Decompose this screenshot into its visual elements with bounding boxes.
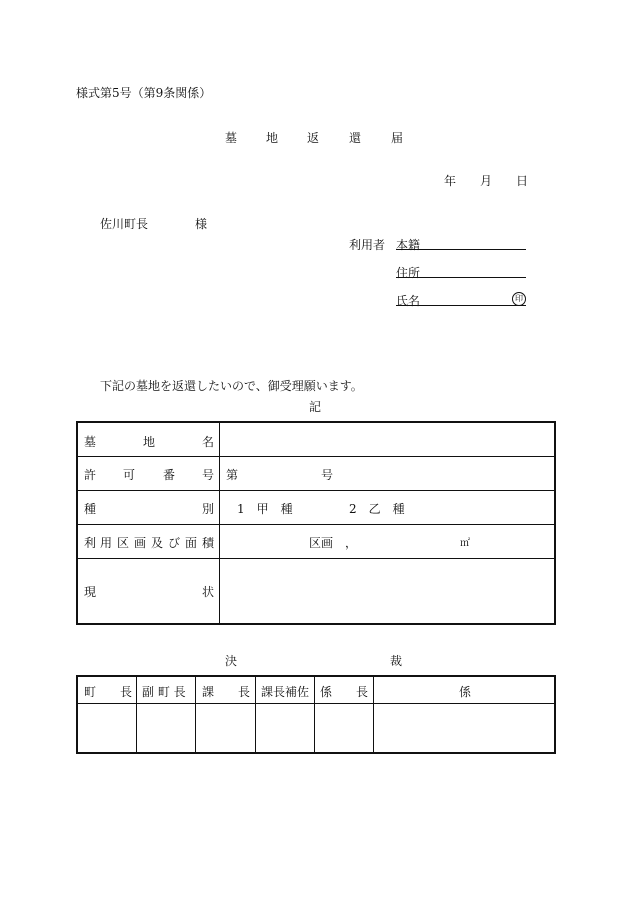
title-char: 還: [349, 131, 362, 145]
row-label-char: 面: [185, 536, 198, 550]
current-status-input[interactable]: [220, 558, 554, 623]
approval-header-section-chief: 課 長: [202, 685, 251, 699]
permit-number-input[interactable]: [240, 460, 318, 486]
row-label-char: 地: [143, 435, 156, 449]
row-label-char: 区: [117, 536, 130, 550]
row-label-char: 名: [202, 435, 215, 449]
type-option-a[interactable]: 1 甲 種: [237, 502, 293, 516]
row-label-char: 別: [202, 502, 215, 516]
address-label: 住所: [396, 266, 421, 280]
addressee-name: 佐川町長: [100, 217, 149, 231]
approval-stamp-staff[interactable]: [374, 704, 554, 752]
address-field[interactable]: [396, 277, 526, 278]
approval-heading-char: 裁: [390, 654, 403, 668]
row-label-char: 及: [151, 536, 164, 550]
approval-header-deputy-mayor: 副 町 長: [142, 685, 186, 699]
approval-table: [76, 675, 556, 754]
seal-mark: 印: [512, 292, 526, 306]
title-char: 返: [307, 131, 320, 145]
approval-header-mayor: 町 長: [84, 685, 133, 699]
row-label-char: 状: [202, 585, 215, 599]
row-label-char: 用: [100, 536, 113, 550]
row-label-char: 可: [123, 468, 136, 482]
ki-label: 記: [309, 400, 322, 414]
return-details-table: [76, 421, 556, 625]
table-row-type: [78, 490, 554, 525]
date-year: 年: [444, 174, 457, 188]
name-field[interactable]: [396, 305, 526, 306]
approval-header-assistant-chief: 課長補佐: [261, 685, 310, 699]
row-label-char: 現: [84, 585, 97, 599]
domicile-label: 本籍: [396, 238, 421, 252]
permit-prefix: 第: [226, 468, 239, 482]
row-label-char: 利: [84, 536, 97, 550]
domicile-field[interactable]: [396, 249, 526, 250]
row-label-char: 番: [163, 468, 176, 482]
row-label-char: 種: [84, 502, 97, 516]
body-text: 下記の墓地を返還したいので、御受理願います。: [100, 379, 363, 393]
row-label-char: 号: [202, 468, 215, 482]
name-label: 氏名: [396, 294, 421, 308]
row-label-char: 画: [134, 536, 147, 550]
area-unit: ㎡: [460, 538, 470, 549]
plot-section-label: 区画 ，: [309, 536, 358, 550]
permit-suffix: 号: [321, 468, 334, 482]
row-label-char: 積: [202, 536, 215, 550]
table-row-current-status: [78, 558, 554, 623]
title-char: 地: [266, 131, 279, 145]
approval-header-staff: 係: [459, 685, 472, 699]
row-label-char: 墓: [84, 435, 97, 449]
table-row-cemetery-name: [78, 423, 554, 457]
approval-stamp-mayor[interactable]: [78, 704, 136, 752]
approval-stamp-deputy-mayor[interactable]: [137, 704, 195, 752]
row-label-char: び: [168, 536, 181, 550]
addressee-honorific: 様: [195, 217, 208, 231]
cemetery-name-input[interactable]: [220, 423, 554, 456]
type-option-b[interactable]: 2 乙 種: [349, 502, 405, 516]
approval-stamp-assistant-chief[interactable]: [256, 704, 314, 752]
table-row-permit-number: [78, 456, 554, 491]
plot-area-input[interactable]: [220, 524, 554, 558]
title-char: 墓: [225, 131, 238, 145]
applicant-label: 利用者: [349, 238, 386, 252]
approval-stamp-section-chief[interactable]: [196, 704, 255, 752]
table-row-plot-area: [78, 524, 554, 559]
approval-stamp-subsection-chief[interactable]: [315, 704, 373, 752]
approval-header-subsection-chief: 係 長: [320, 685, 369, 699]
date-month: 月: [480, 174, 493, 188]
title-char: 届: [391, 131, 404, 145]
date-day: 日: [516, 174, 529, 188]
form-id: 様式第5号（第9条関係）: [76, 86, 212, 100]
approval-heading-char: 決: [225, 654, 238, 668]
row-label-char: 許: [84, 468, 97, 482]
